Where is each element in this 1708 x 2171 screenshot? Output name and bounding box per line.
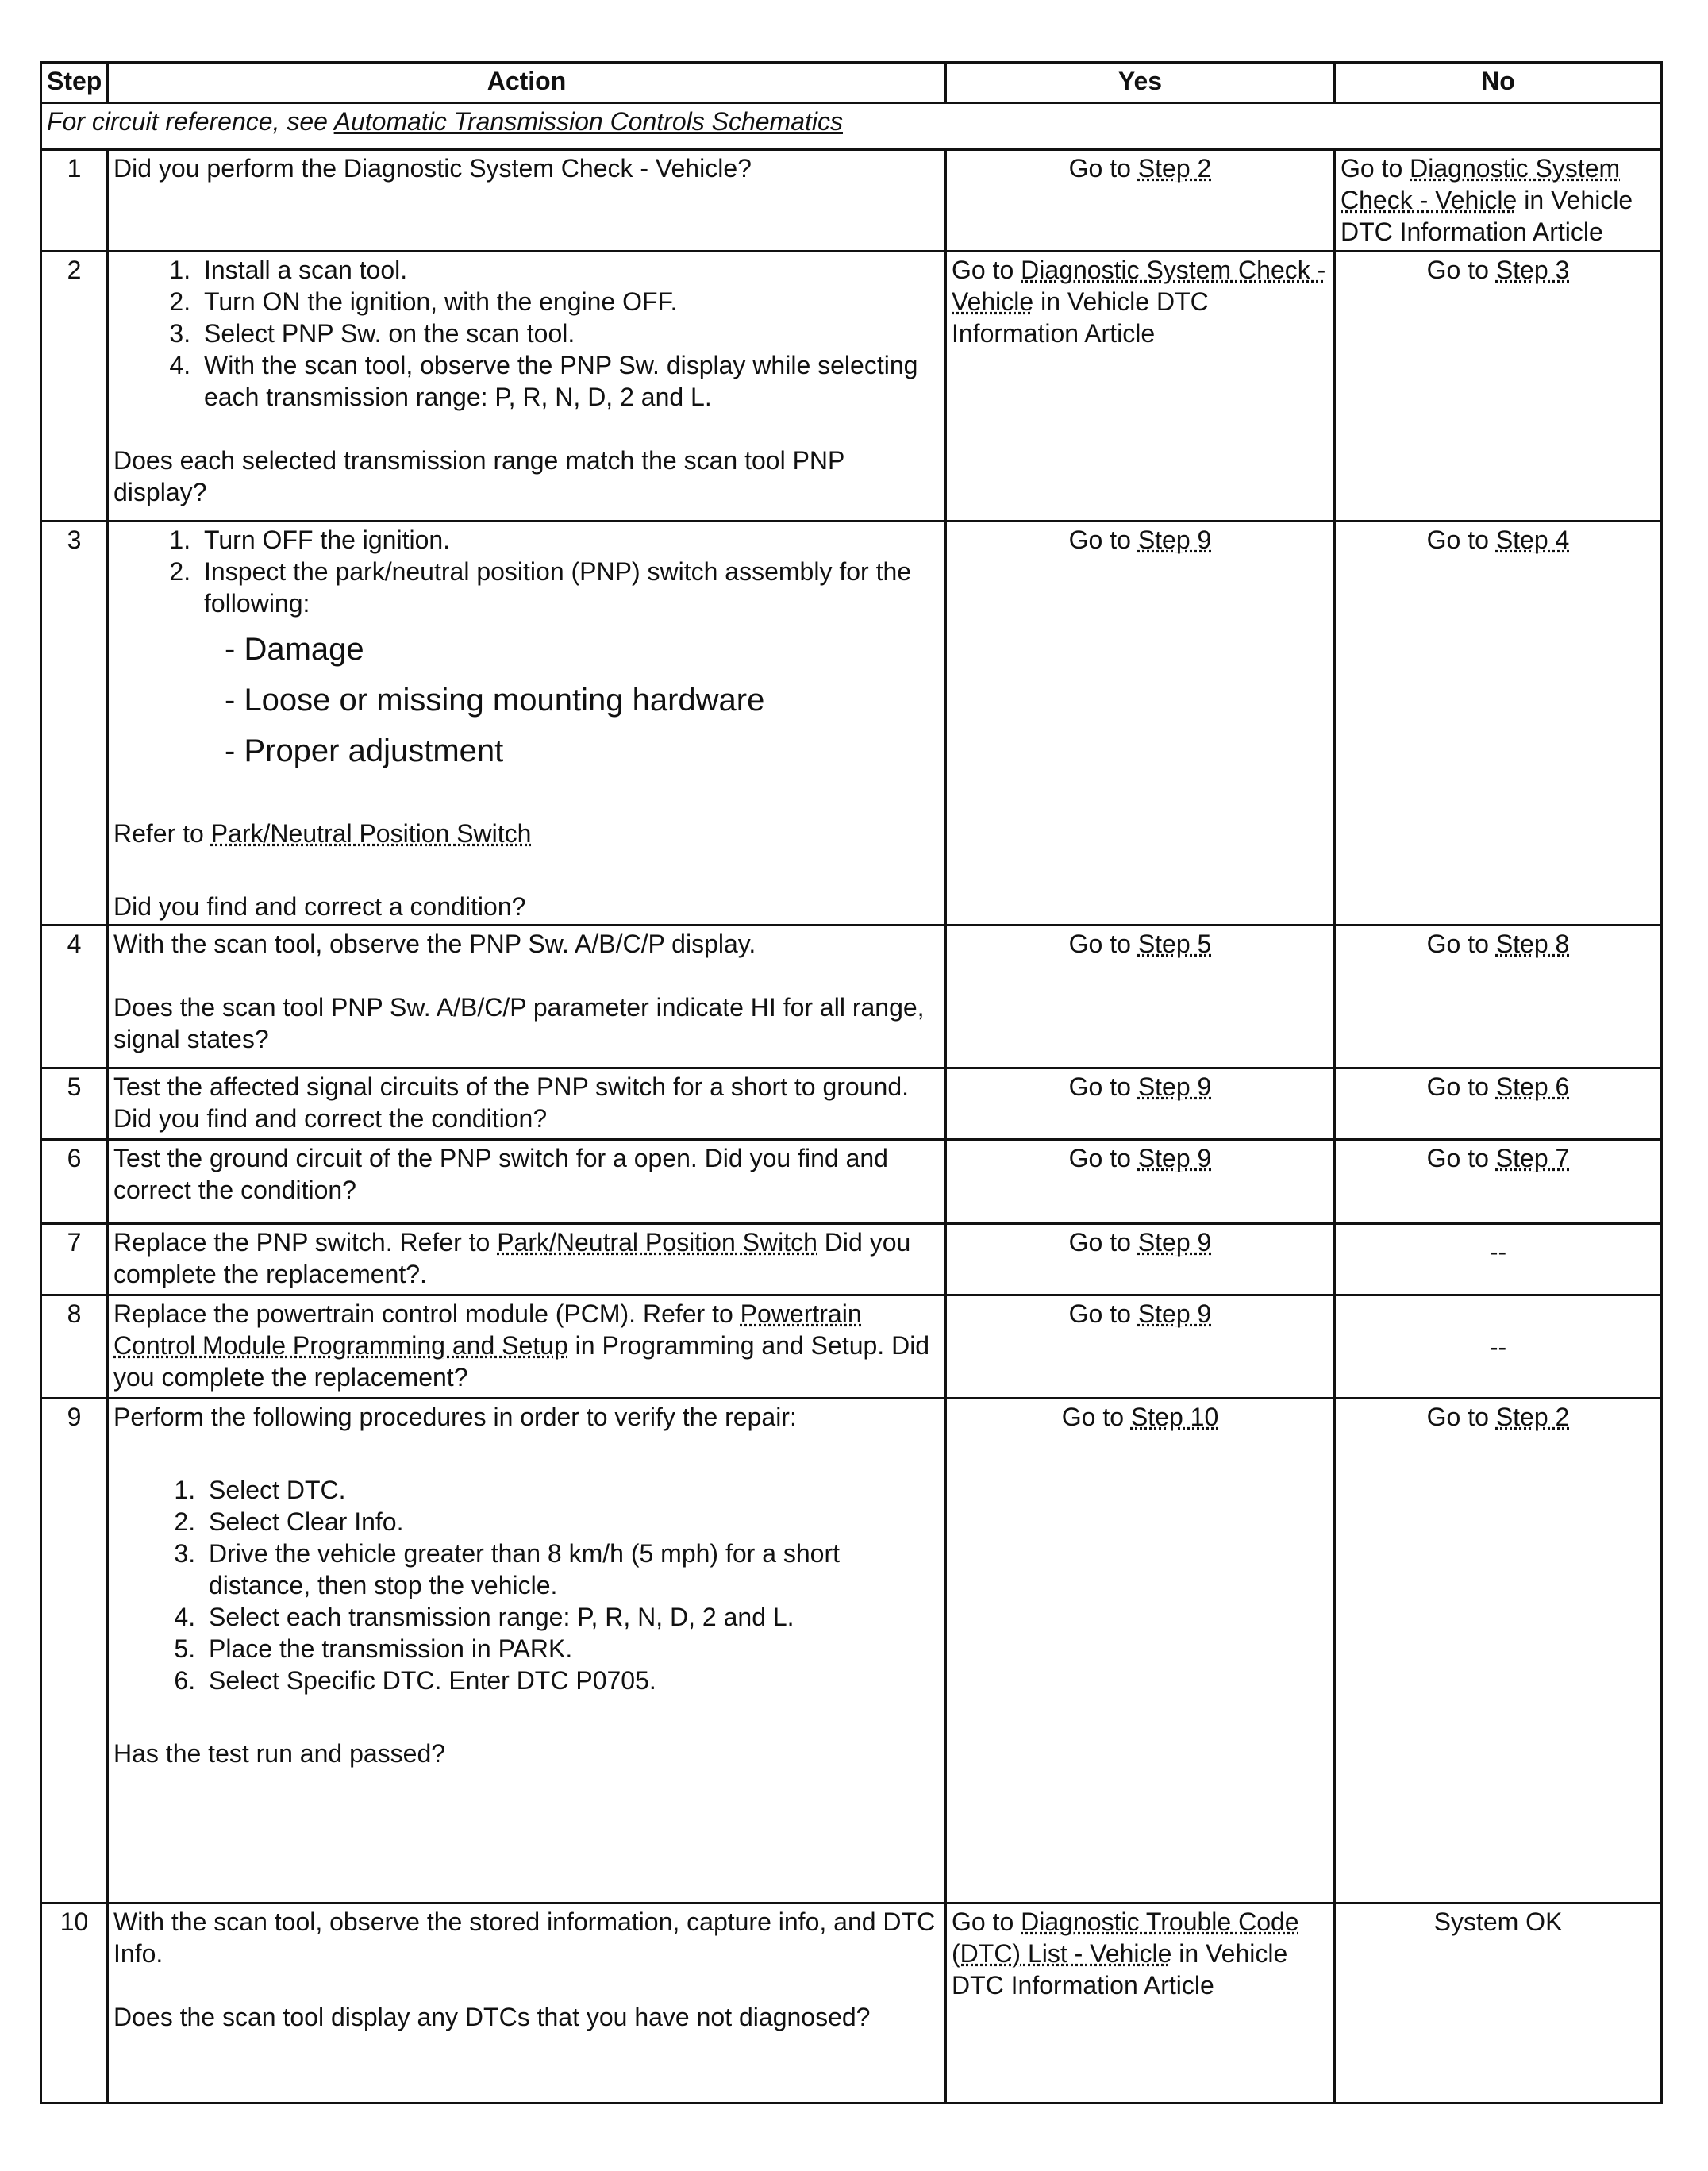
yes-cell	[946, 1295, 1335, 1399]
no-cell	[1335, 252, 1662, 522]
yes-cell	[946, 150, 1335, 252]
go-to-step-10-link[interactable]: Step 10	[1130, 1403, 1219, 1431]
procedure-list	[126, 524, 940, 619]
go-to-step-3-link[interactable]: Step 3	[1495, 256, 1570, 284]
no-prefix: Go to	[1426, 1403, 1496, 1431]
circuit-reference-row	[41, 103, 1662, 150]
pcm-programming-link[interactable]: Powertrain Control Module Programming and Setup	[113, 1299, 862, 1360]
step-number: 1	[41, 150, 108, 252]
step-number: 9	[41, 1399, 108, 1903]
reference-prefix: For circuit reference, see	[47, 107, 334, 136]
step-number: 7	[41, 1224, 108, 1295]
go-to-step-2-link[interactable]: Step 2	[1137, 154, 1212, 183]
list-item: 6. Select Specific DTC. Enter DTC P0705.	[202, 1665, 940, 1696]
no-cell	[1335, 1399, 1662, 1903]
procedure-list	[126, 254, 940, 413]
spacer	[113, 413, 940, 445]
go-to-step-2-link[interactable]: Step 2	[1495, 1403, 1570, 1431]
spacer	[113, 1433, 940, 1474]
step-action	[108, 1224, 946, 1295]
header-yes: Yes	[946, 63, 1335, 103]
yes-prefix: Go to	[1068, 1144, 1138, 1172]
spacer	[113, 1696, 940, 1738]
yes-prefix: Go to	[1068, 930, 1138, 958]
step-action	[108, 150, 946, 252]
diagnostic-table	[40, 61, 1663, 2104]
step-question: Does each selected transmission range match the scan tool PNP display?	[113, 446, 844, 506]
no-prefix: Go to	[1426, 256, 1496, 284]
action-prefix: Replace the powertrain control module (PCM). Refer to	[113, 1299, 741, 1328]
yes-prefix: Go to	[1068, 154, 1138, 183]
step-question: Does the scan tool PNP Sw. A/B/C/P parameter indicate HI for all range, signal states?	[113, 993, 925, 1053]
yes-suffix: in Vehicle DTC Information Article	[952, 1939, 1288, 2000]
list-item: - Loose or missing mounting hardware	[225, 675, 940, 726]
action-suffix: Did you complete the replacement?.	[113, 1228, 911, 1288]
yes-prefix: Go to	[1061, 1403, 1131, 1431]
go-to-step-5-link[interactable]: Step 5	[1137, 930, 1212, 958]
go-to-step-8-link[interactable]: Step 8	[1495, 930, 1570, 958]
list-item: 2. Select Clear Info.	[202, 1506, 940, 1538]
yes-prefix: Go to	[1068, 1299, 1138, 1328]
step-number: 4	[41, 926, 108, 1068]
step-question: Has the test run and passed?	[113, 1739, 446, 1768]
step-number: 6	[41, 1140, 108, 1224]
go-to-step-7-link[interactable]: Step 7	[1495, 1144, 1570, 1172]
yes-cell	[946, 1903, 1335, 2104]
list-item: 2. Inspect the park/neutral position (PNP) switch assembly for the following:	[198, 556, 940, 619]
yes-prefix: Go to	[1068, 1072, 1138, 1101]
no-cell: --	[1335, 1295, 1662, 1399]
go-to-step-9-link[interactable]: Step 9	[1137, 525, 1212, 554]
yes-prefix: Go to	[952, 1907, 1021, 1936]
no-prefix: Go to	[1426, 930, 1496, 958]
spacer	[113, 1969, 940, 2001]
no-suffix: in Vehicle DTC Information Article	[1341, 186, 1633, 246]
step-question: Did you find and correct a condition?	[113, 892, 526, 921]
list-item: 1. Install a scan tool.	[198, 254, 940, 286]
step-row-1	[41, 150, 1662, 252]
go-to-step-9-link[interactable]: Step 9	[1137, 1072, 1212, 1101]
yes-cell	[946, 252, 1335, 522]
yes-cell	[946, 1399, 1335, 1903]
action-text: With the scan tool, observe the stored information, capture info, and DTC Info.	[113, 1907, 936, 1968]
circuit-reference	[41, 103, 1662, 150]
yes-cell	[946, 926, 1335, 1068]
spacer	[113, 776, 940, 818]
list-item: - Proper adjustment	[225, 726, 940, 776]
step-row-6	[41, 1140, 1662, 1224]
header-step: Step	[41, 63, 108, 103]
list-item: 1. Select DTC.	[202, 1474, 940, 1506]
step-row-10	[41, 1903, 1662, 2104]
go-to-step-9-link[interactable]: Step 9	[1137, 1299, 1212, 1328]
no-cell: --	[1335, 1224, 1662, 1295]
list-item: 3. Select PNP Sw. on the scan tool.	[198, 318, 940, 349]
step-action	[108, 522, 946, 926]
spacer	[113, 849, 940, 891]
no-prefix: Go to	[1426, 1144, 1496, 1172]
action-prefix: Replace the PNP switch. Refer to	[113, 1228, 498, 1257]
go-to-step-9-link[interactable]: Step 9	[1137, 1228, 1212, 1257]
step-number: 3	[41, 522, 108, 926]
list-item: 4. Select each transmission range: P, R, N, D, 2 and L.	[202, 1601, 940, 1633]
header-no: No	[1335, 63, 1662, 103]
spacer	[113, 960, 940, 991]
refer-line	[113, 818, 940, 849]
diagnostic-system-check-link[interactable]: Diagnostic System Check - Vehicle	[1341, 154, 1621, 214]
step-action	[108, 1295, 946, 1399]
step-row-8	[41, 1295, 1662, 1399]
go-to-step-6-link[interactable]: Step 6	[1495, 1072, 1570, 1101]
list-item: 4. With the scan tool, observe the PNP Sw. display while selecting each transmission range: P, R, N, D, 2 and L.	[198, 349, 940, 413]
no-prefix: Go to	[1341, 154, 1410, 183]
list-item: - Damage	[225, 624, 940, 675]
yes-prefix: Go to	[1068, 525, 1138, 554]
no-cell	[1335, 150, 1662, 252]
step-action: Test the ground circuit of the PNP switch for a open. Did you find and correct the condition?	[108, 1140, 946, 1224]
diagnostic-document	[40, 61, 1660, 2104]
yes-suffix: in Vehicle DTC Information Article	[952, 287, 1209, 348]
no-cell	[1335, 1068, 1662, 1140]
step-number: 10	[41, 1903, 108, 2104]
step-row-5	[41, 1068, 1662, 1140]
pnp-switch-link[interactable]: Park/Neutral Position Switch	[210, 819, 532, 848]
procedure-list	[126, 1474, 940, 1696]
step-row-2	[41, 252, 1662, 522]
step-intro: Perform the following procedures in order to verify the repair:	[113, 1403, 797, 1431]
step-number: 8	[41, 1295, 108, 1399]
step-number: 2	[41, 252, 108, 522]
inspection-list	[113, 624, 940, 776]
schematics-link[interactable]: Automatic Transmission Controls Schematics	[333, 107, 843, 136]
step-number: 5	[41, 1068, 108, 1140]
refer-prefix: Refer to	[113, 819, 211, 848]
step-row-3	[41, 522, 1662, 926]
yes-cell	[946, 1224, 1335, 1295]
no-cell: System OK	[1335, 1903, 1662, 2104]
action-text: With the scan tool, observe the PNP Sw. A/B/C/P display.	[113, 930, 756, 958]
list-item: 1. Turn OFF the ignition.	[198, 524, 940, 556]
step-action	[108, 1399, 946, 1903]
step-row-9	[41, 1399, 1662, 1903]
pnp-switch-link[interactable]: Park/Neutral Position Switch	[497, 1228, 817, 1257]
step-question: Does the scan tool display any DTCs that you have not diagnosed?	[113, 2003, 871, 2031]
step-action	[108, 926, 946, 1068]
no-cell	[1335, 926, 1662, 1068]
no-prefix: Go to	[1426, 1072, 1496, 1101]
header-action: Action	[108, 63, 946, 103]
no-cell	[1335, 1140, 1662, 1224]
no-prefix: Go to	[1426, 525, 1496, 554]
action-suffix: in Programming and Setup. Did you complete the replacement?	[113, 1331, 930, 1392]
action-text: Did you perform the Diagnostic System Check - Vehicle?	[113, 154, 752, 183]
go-to-step-9-link[interactable]: Step 9	[1137, 1144, 1212, 1172]
step-action	[108, 1903, 946, 2104]
step-action	[108, 252, 946, 522]
step-action: Test the affected signal circuits of the PNP switch for a short to ground. Did you find and correct the condition?	[108, 1068, 946, 1140]
dtc-list-link[interactable]: Diagnostic Trouble Code (DTC) List - Vehicle	[952, 1907, 1299, 1968]
header-row	[41, 63, 1662, 103]
diagnostic-system-check-link[interactable]: Diagnostic System Check - Vehicle	[952, 256, 1326, 316]
step-row-4	[41, 926, 1662, 1068]
yes-prefix: Go to	[1068, 1228, 1138, 1257]
go-to-step-4-link[interactable]: Step 4	[1495, 525, 1570, 554]
yes-cell	[946, 1140, 1335, 1224]
yes-cell	[946, 1068, 1335, 1140]
list-item: 5. Place the transmission in PARK.	[202, 1633, 940, 1665]
no-cell	[1335, 522, 1662, 926]
yes-cell	[946, 522, 1335, 926]
list-item: 2. Turn ON the ignition, with the engine OFF.	[198, 286, 940, 318]
step-row-7	[41, 1224, 1662, 1295]
yes-prefix: Go to	[952, 256, 1021, 284]
list-item: 3. Drive the vehicle greater than 8 km/h (5 mph) for a short distance, then stop the vehicle.	[202, 1538, 940, 1601]
